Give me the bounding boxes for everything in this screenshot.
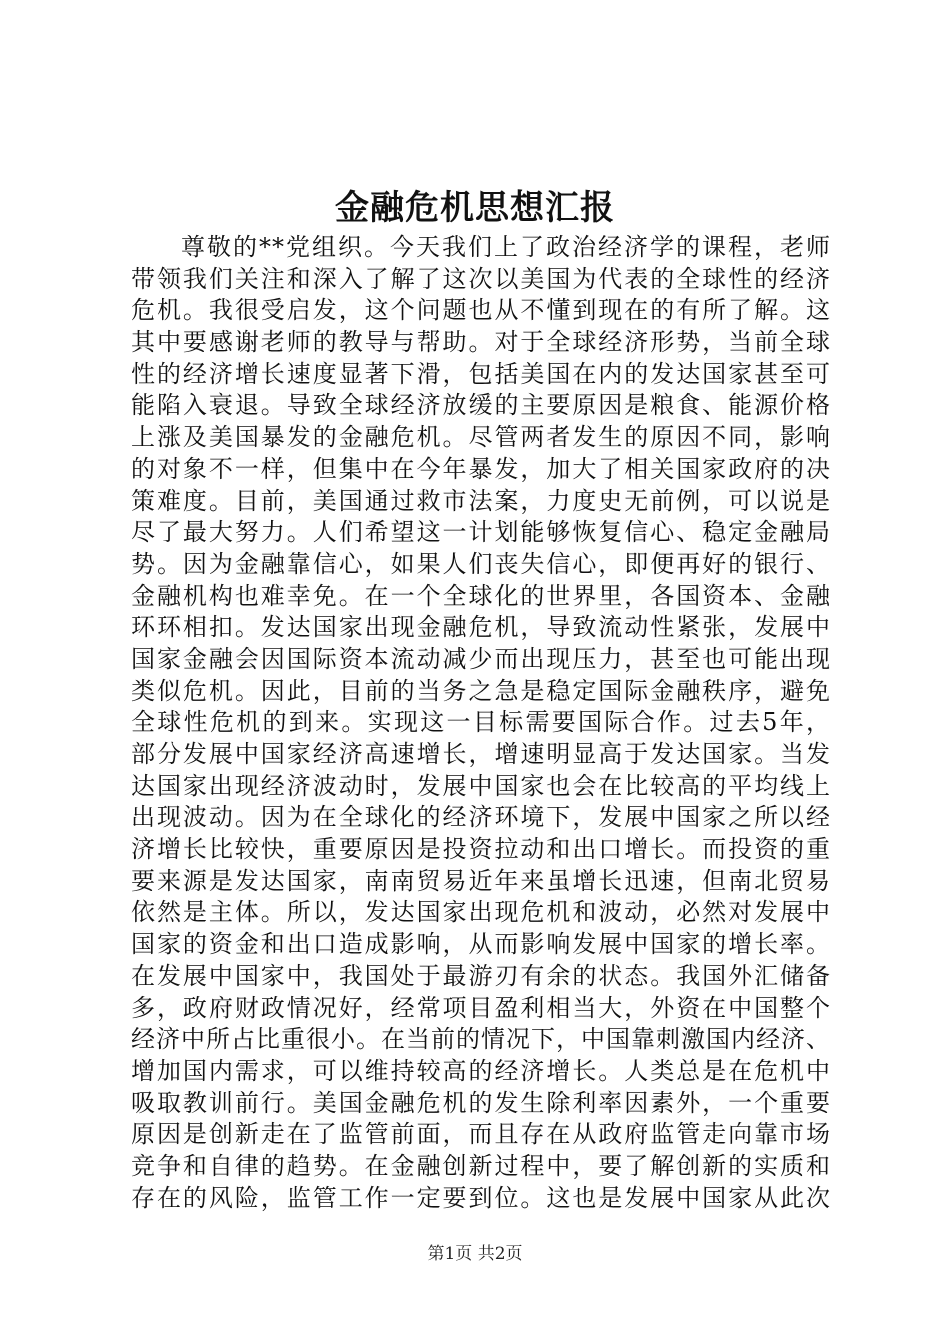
paragraph-line: 国家金融会因国际资本流动减少而出现压力，甚至也可能出现 (131, 644, 831, 673)
paragraph-line: 部分发展中国家经济高速增长，增速明显高于发达国家。当发 (131, 740, 831, 768)
paragraph-line: 国家的资金和出口造成影响，从而影响发展中国家的增长率。 (131, 930, 831, 959)
paragraph-line: 尽了最大努力。人们希望这一计划能够恢复信心、稳定金融局 (131, 518, 831, 547)
paragraph-line: 上涨及美国暴发的金融危机。尽管两者发生的原因不同，影响 (131, 423, 831, 452)
paragraph-line: 经济中所占比重很小。在当前的情况下，中国靠刺激国内经济、 (131, 1025, 831, 1054)
paragraph-line: 能陷入衰退。导致全球经济放缓的主要原因是粮食、能源价格 (131, 391, 831, 420)
paragraph-line: 策难度。目前，美国通过救市法案，力度史无前例，可以说是 (131, 486, 831, 515)
document-title: 金融危机思想汇报 (335, 188, 615, 228)
paragraph-line: 要来源是发达国家，南南贸易近年来虽增长迅速，但南北贸易 (131, 866, 831, 895)
paragraph-line: 济增长比较快，重要原因是投资拉动和出口增长。而投资的重 (131, 835, 831, 864)
paragraph-line: 全球性危机的到来。实现这一目标需要国际合作。过去5年， (131, 708, 831, 737)
paragraph-line: 金融机构也难幸免。在一个全球化的世界里，各国资本、金融 (131, 581, 831, 610)
paragraph-line: 危机。我很受启发，这个问题也从不懂到现在的有所了解。这 (131, 296, 831, 325)
paragraph-line: 带领我们关注和深入了解了这次以美国为代表的全球性的经济 (131, 264, 831, 293)
paragraph-line: 达国家出现经济波动时，发展中国家也会在比较高的平均线上 (131, 771, 831, 800)
paragraph-line: 环环相扣。发达国家出现金融危机，导致流动性紧张，发展中 (131, 613, 831, 642)
document-body (131, 232, 831, 1214)
paragraph-line: 其中要感谢老师的教导与帮助。对于全球经济形势，当前全球 (131, 328, 831, 357)
paragraph-line: 吸取教训前行。美国金融危机的发生除利率因素外，一个重要 (131, 1088, 831, 1117)
page-footer: 第1页 共2页 (427, 1244, 523, 1264)
paragraph-line: 在发展中国家中，我国处于最游刃有余的状态。我国外汇储备 (131, 961, 831, 990)
paragraph-line: 性的经济增长速度显著下滑，包括美国在内的发达国家甚至可 (131, 359, 831, 388)
paragraph-line: 依然是主体。所以，发达国家出现危机和波动，必然对发展中 (131, 898, 831, 927)
paragraph-line: 存在的风险，监管工作一定要到位。这也是发展中国家从此次 (131, 1183, 831, 1212)
paragraph-line: 竞争和自律的趋势。在金融创新过程中，要了解创新的实质和 (131, 1151, 831, 1180)
paragraph-line: 增加国内需求，可以维持较高的经济增长。人类总是在危机中 (131, 1056, 831, 1085)
paragraph-line: 的对象不一样，但集中在今年暴发，加大了相关国家政府的决 (131, 454, 831, 483)
paragraph-line: 势。因为金融靠信心，如果人们丧失信心，即便再好的银行、 (131, 549, 831, 578)
paragraph-line: 尊敬的**党组织。今天我们上了政治经济学的课程，老师 (181, 233, 831, 261)
paragraph-line: 出现波动。因为在全球化的经济环境下，发展中国家之所以经 (131, 803, 831, 832)
paragraph-line: 原因是创新走在了监管前面，而且存在从政府监管走向靠市场 (131, 1120, 831, 1149)
paragraph-line: 多，政府财政情况好，经常项目盈利相当大，外资在中国整个 (131, 993, 831, 1022)
paragraph-line: 类似危机。因此，目前的当务之急是稳定国际金融秩序，避免 (131, 676, 831, 705)
